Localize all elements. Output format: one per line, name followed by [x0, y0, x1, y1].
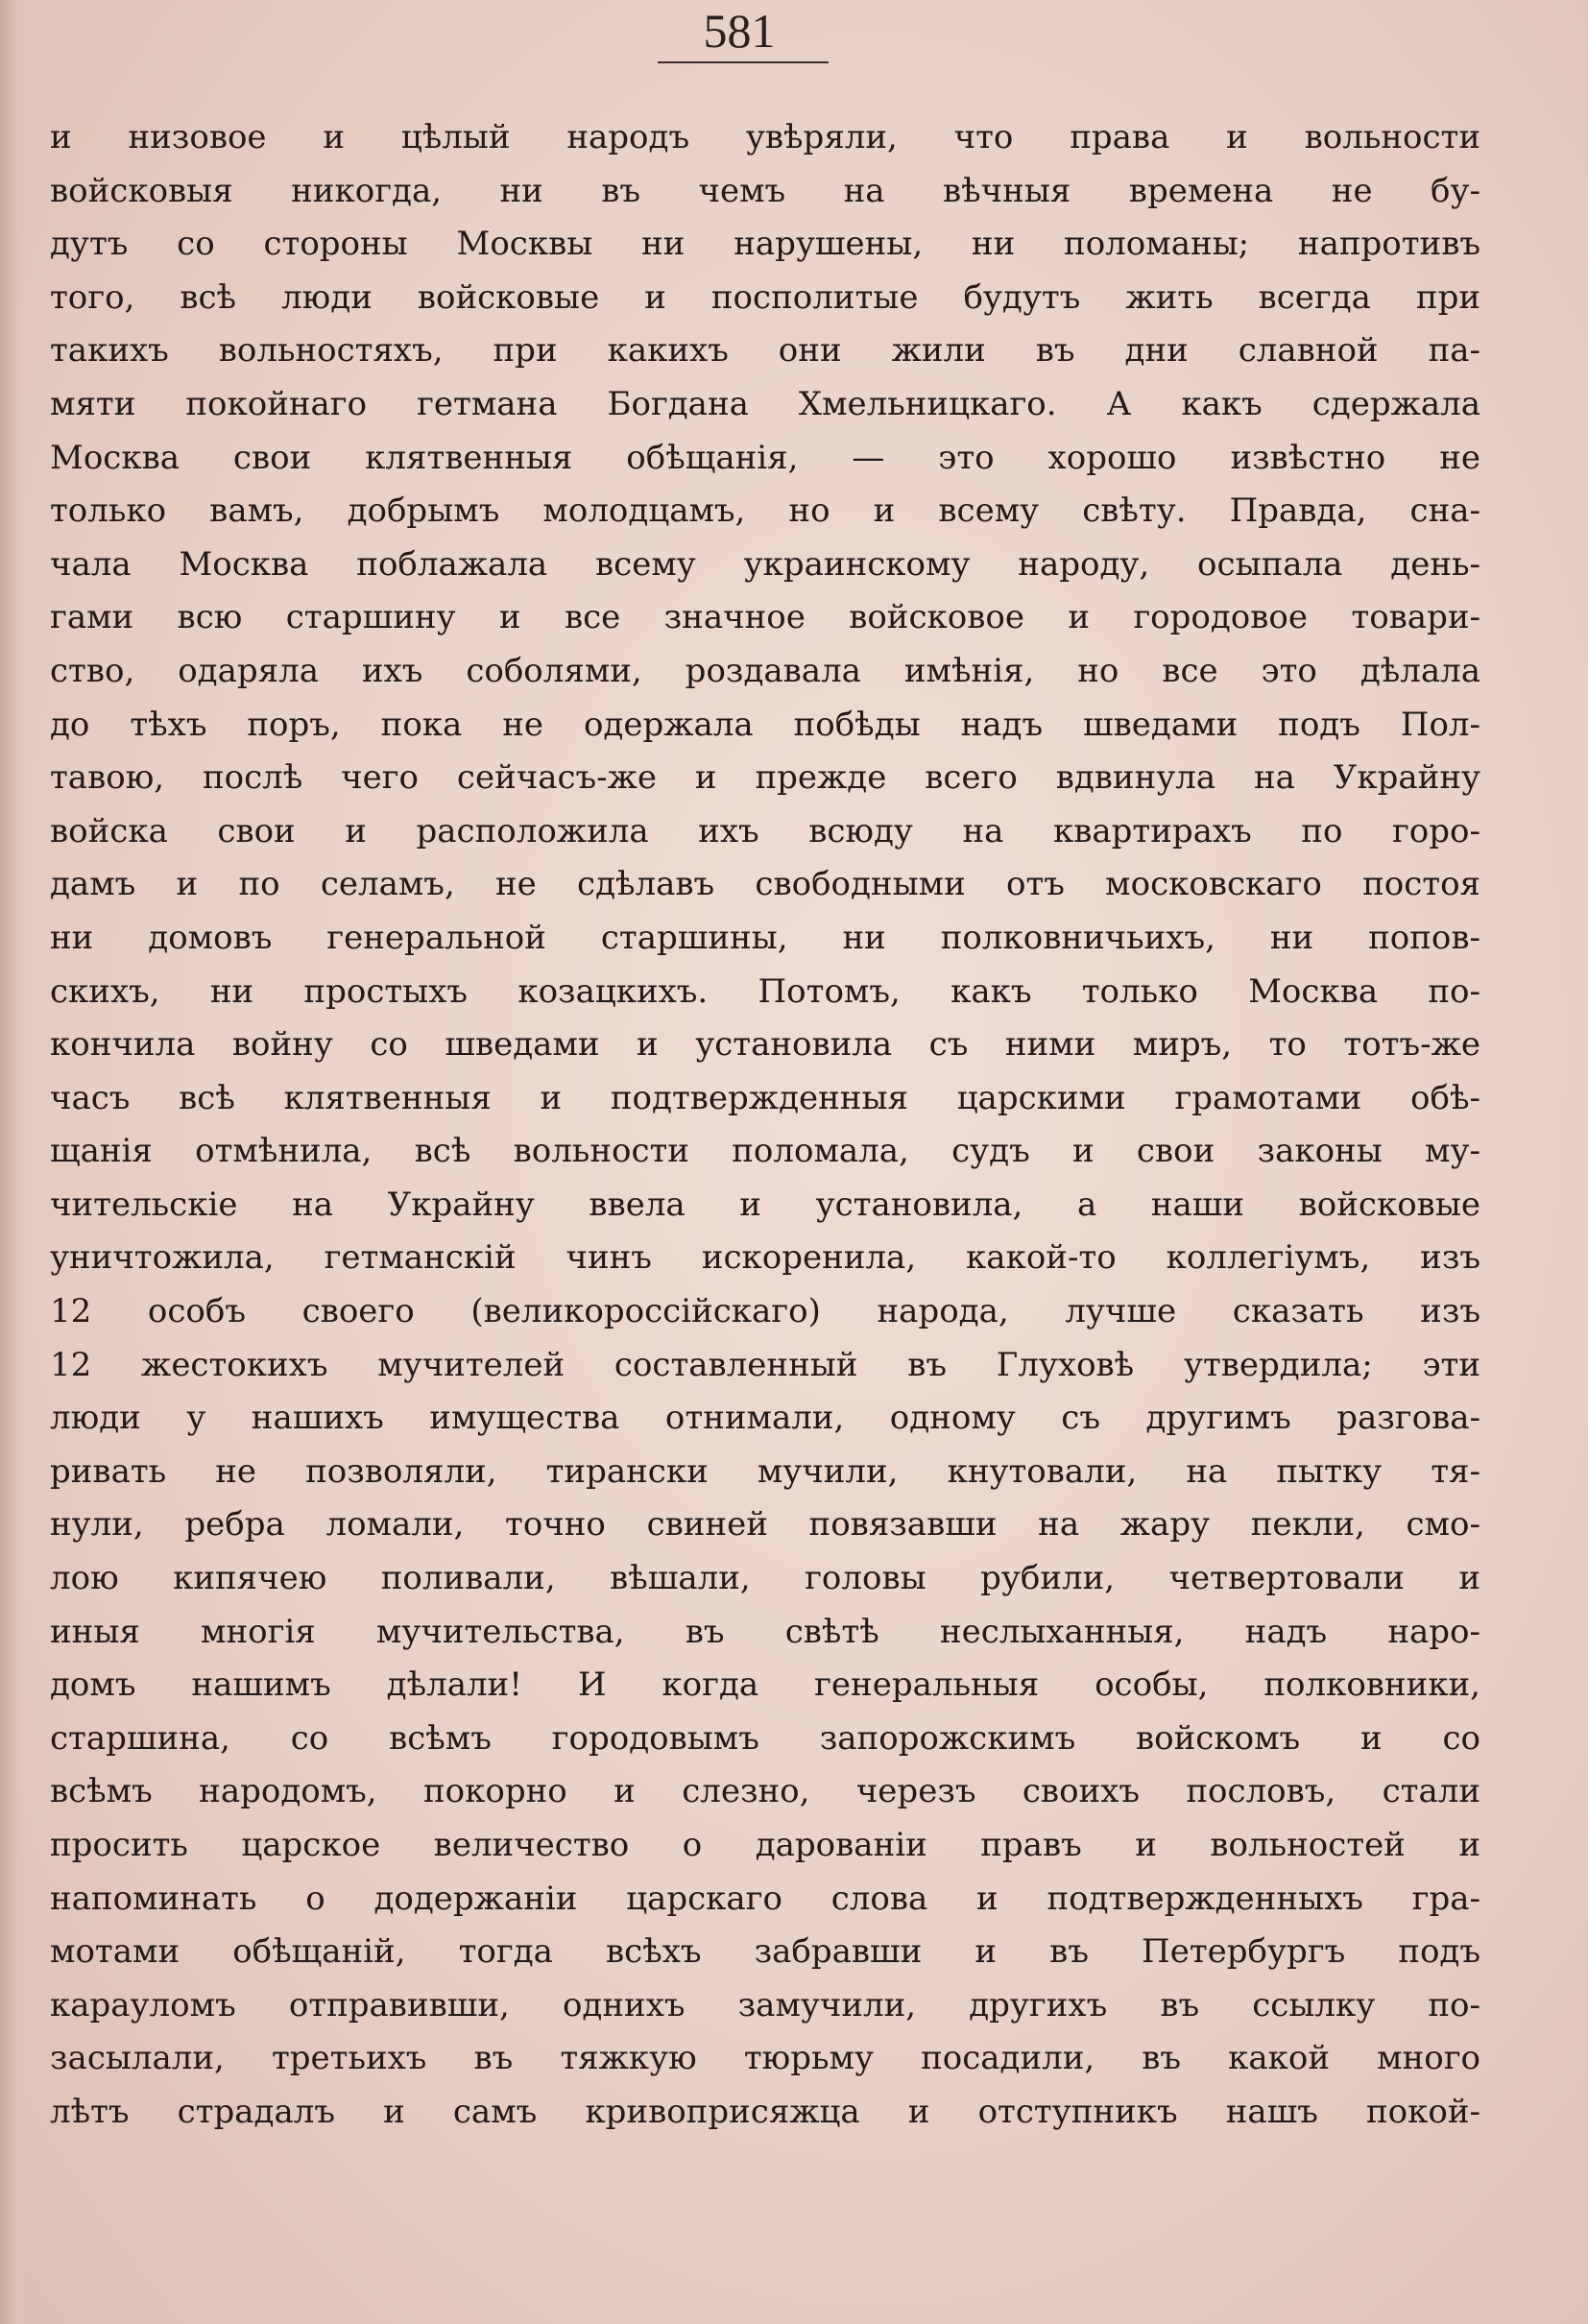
text-line: нули, ребра ломали, точно свиней повязавши на жару пекли, смо-	[50, 1505, 1480, 1545]
text-line: Москва свои клятвенныя обѣщанія, — это хорошо извѣстно не	[50, 438, 1480, 477]
text-line: чительскіе на Украйну ввела и установила, а наши войсковые	[50, 1185, 1480, 1224]
text-line: гами всю старшину и все значное войсковое и городовое товари-	[50, 598, 1480, 637]
text-line: часъ всѣ клятвенныя и подтвержденныя царскими грамотами обѣ-	[50, 1078, 1480, 1117]
text-line: 12 особъ своего (великороссійскаго) народа, лучше сказать изъ	[50, 1292, 1480, 1331]
text-line: кончила войну со шведами и установила съ ними миръ, то тотъ-же	[50, 1025, 1480, 1065]
text-line: карауломъ отправивши, однихъ замучили, другихъ въ ссылку по-	[50, 1985, 1480, 2025]
text-line: и низовое и цѣлый народъ увѣряли, что права и вольности	[50, 118, 1480, 156]
text-line: дамъ и по селамъ, не сдѣлавъ свободными отъ московскаго постоя	[50, 865, 1480, 904]
text-line: щанія отмѣнила, всѣ вольности поломала, судъ и свои законы му-	[50, 1132, 1480, 1171]
text-line: дутъ со стороны Москвы ни нарушены, ни поломаны; напротивъ	[50, 225, 1480, 264]
text-line: мотами обѣщаній, тогда всѣхъ забравши и въ Петербургъ подъ	[50, 1932, 1480, 1972]
text-line: домъ нашимъ дѣлали! И когда генеральныя особы, полковники,	[50, 1665, 1480, 1705]
page-number: 581	[703, 4, 776, 58]
text-line: войска свои и расположила ихъ всюду на квартирахъ по горо-	[50, 811, 1480, 851]
text-line: лою кипячею поливали, вѣшали, головы рубили, четвертовали и	[50, 1559, 1480, 1598]
text-line: уничтожила, гетманскій чинъ искоренила, какой-то коллегіумъ, изъ	[50, 1238, 1480, 1278]
text-line: лѣтъ страдалъ и самъ кривоприсяжца и отступникъ нашъ покой-	[50, 2092, 1480, 2131]
text-line: только вамъ, добрымъ молодцамъ, но и всему свѣту. Правда, сна-	[50, 491, 1480, 531]
text-line: такихъ вольностяхъ, при какихъ они жили въ дни славной па-	[50, 331, 1480, 371]
text-line: просить царское величество о дарованіи правъ и вольностей и	[50, 1826, 1480, 1864]
text-line: ни домовъ генеральной старшины, ни полковничьихъ, ни попов-	[50, 918, 1480, 957]
text-line: ривать не позволяли, тирански мучили, кнутовали, на пытку тя-	[50, 1451, 1480, 1491]
text-line: до тѣхъ поръ, пока не одержала побѣды надъ шведами подъ Пол-	[50, 705, 1480, 744]
text-line: напоминать о додержаніи царскаго слова и подтвержденныхъ гра-	[50, 1879, 1480, 1918]
text-line: старшина, со всѣмъ городовымъ запорожскимъ войскомъ и со	[50, 1718, 1480, 1758]
text-line: войсковыя никогда, ни въ чемъ на вѣчныя времена не бу-	[50, 171, 1480, 210]
text-line: люди у нашихъ имущества отнимали, одному съ другимъ разгова-	[50, 1399, 1480, 1438]
text-line: чала Москва поблажала всему украинскому народу, осыпала день-	[50, 544, 1480, 584]
text-line: засылали, третьихъ въ тяжкую тюрьму посадили, въ какой много	[50, 2039, 1480, 2078]
text-line: скихъ, ни простыхъ козацкихъ. Потомъ, какъ только Москва по-	[50, 971, 1480, 1011]
text-line: всѣмъ народомъ, покорно и слезно, черезъ своихъ пословъ, стали	[50, 1772, 1480, 1811]
text-line: того, всѣ люди войсковые и посполитые будутъ жить всегда при	[50, 277, 1480, 317]
text-line: тавою, послѣ чего сейчасъ-же и прежде всего вдвинула на Украйну	[50, 758, 1480, 798]
body-text	[50, 111, 1480, 2140]
text-line: 12 жестокихъ мучителей составленный въ Глуховѣ утвердила; эти	[50, 1345, 1480, 1384]
header-rule	[658, 61, 829, 63]
text-line: иныя многія мучительства, въ свѣтѣ неслыханныя, надъ наро-	[50, 1612, 1480, 1651]
page-binding-shadow	[0, 0, 27, 2324]
text-line: ство, одаряла ихъ соболями, роздавала имѣнія, но все это дѣлала	[50, 651, 1480, 690]
text-line: мяти покойнаго гетмана Богдана Хмельницкаго. А какъ сдержала	[50, 384, 1480, 423]
